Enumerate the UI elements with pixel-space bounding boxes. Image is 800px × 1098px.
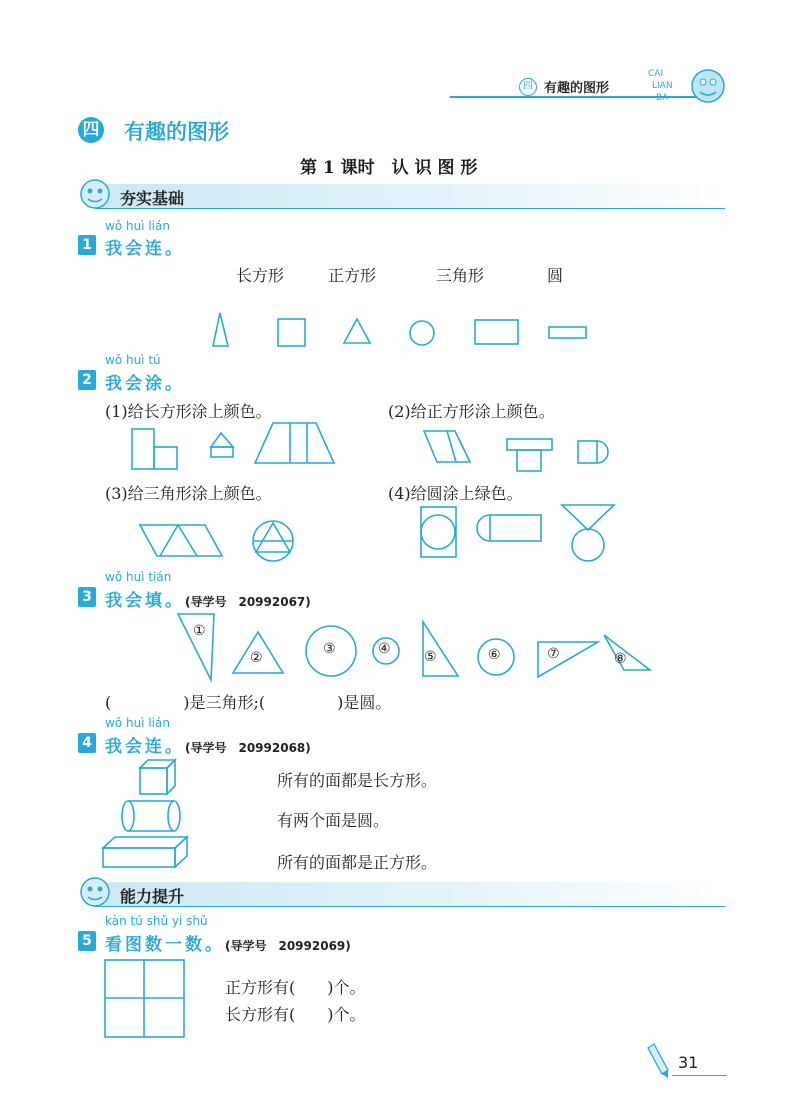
section-title-basics: 夯实基础 bbox=[120, 189, 185, 208]
q1-label-circle: 圆 bbox=[547, 266, 564, 285]
section-title-improve: 能力提升 bbox=[120, 887, 185, 906]
pencil-icon bbox=[640, 1044, 670, 1080]
q5-line-2: 长方形有( )个。 bbox=[225, 1005, 366, 1024]
q3-guide: (导学号 20992067) bbox=[185, 595, 311, 609]
svg-text:BA: BA bbox=[656, 93, 669, 103]
q3-shape-label-3: ③ bbox=[323, 641, 336, 657]
svg-text:CAI: CAI bbox=[648, 69, 664, 79]
q3-shape-label-2: ② bbox=[250, 650, 263, 666]
q2-item-1: (1)给长方形涂上颜色。 bbox=[105, 402, 272, 421]
q5-line-1: 正方形有( )个。 bbox=[225, 978, 366, 997]
q4-pinyin: wǒ huì lián bbox=[105, 716, 170, 730]
q2-item-4: (4)给圆涂上绿色。 bbox=[388, 484, 523, 503]
q3-number: 3 bbox=[78, 587, 96, 607]
q3-answer-mid: )是三角形;( bbox=[183, 693, 266, 712]
header-title: 有趣的图形 bbox=[544, 81, 610, 96]
q1-label-triangle: 三角形 bbox=[436, 266, 485, 285]
q2-item-2: (2)给正方形涂上颜色。 bbox=[388, 402, 555, 421]
q5-number: 5 bbox=[78, 931, 96, 951]
q2-item-3: (3)给三角形涂上颜色。 bbox=[105, 484, 272, 503]
q5-title-text: 看图数一数。 bbox=[105, 935, 225, 955]
q2-number: 2 bbox=[78, 370, 96, 390]
unit-badge: 四 bbox=[78, 117, 104, 143]
q3-shape-label-7: ⑦ bbox=[547, 646, 560, 662]
q4-number: 4 bbox=[78, 733, 96, 753]
q3-pinyin: wǒ huì tián bbox=[105, 570, 172, 584]
q2-pinyin: wǒ huì tú bbox=[105, 353, 161, 367]
q3-shape-label-8: ⑧ bbox=[614, 651, 627, 667]
header-chapter-badge: 四 bbox=[519, 78, 537, 96]
q4-title-text: 我会连。 bbox=[105, 737, 185, 757]
q3-title-text: 我会填。 bbox=[105, 591, 185, 611]
q3-answer-open: ( bbox=[105, 693, 112, 712]
page-number: 31 bbox=[678, 1053, 699, 1072]
q1-label-rectangle: 长方形 bbox=[236, 266, 285, 285]
svg-text:LIAN: LIAN bbox=[652, 81, 673, 91]
q4-statement-3: 所有的面都是正方形。 bbox=[277, 853, 438, 872]
page-number-rule bbox=[672, 1075, 727, 1076]
q3-shape-label-4: ④ bbox=[378, 641, 391, 657]
q4-statement-2: 有两个面是圆。 bbox=[277, 811, 390, 830]
unit-title: 有趣的图形 bbox=[124, 120, 229, 144]
q3-answer-end: )是圆。 bbox=[337, 693, 392, 712]
q2-title: 我会涂。 bbox=[105, 374, 185, 394]
q3-shape-label-6: ⑥ bbox=[488, 647, 501, 663]
q1-number: 1 bbox=[78, 235, 96, 255]
q4-guide: (导学号 20992068) bbox=[185, 741, 311, 755]
q3-shape-label-5: ⑤ bbox=[424, 649, 437, 665]
q5-guide: (导学号 20992069) bbox=[225, 939, 351, 953]
lesson-title: 第 1 课时 认 识 图 形 bbox=[300, 158, 478, 178]
q1-title: 我会连。 bbox=[105, 239, 185, 259]
q1-pinyin: wǒ huì lián bbox=[105, 219, 170, 233]
q4-statement-1: 所有的面都是长方形。 bbox=[277, 771, 438, 790]
q3-shape-label-1: ① bbox=[193, 623, 206, 639]
q5-pinyin: kàn tú shǔ yi shǔ bbox=[105, 914, 208, 928]
q1-label-square: 正方形 bbox=[328, 266, 377, 285]
